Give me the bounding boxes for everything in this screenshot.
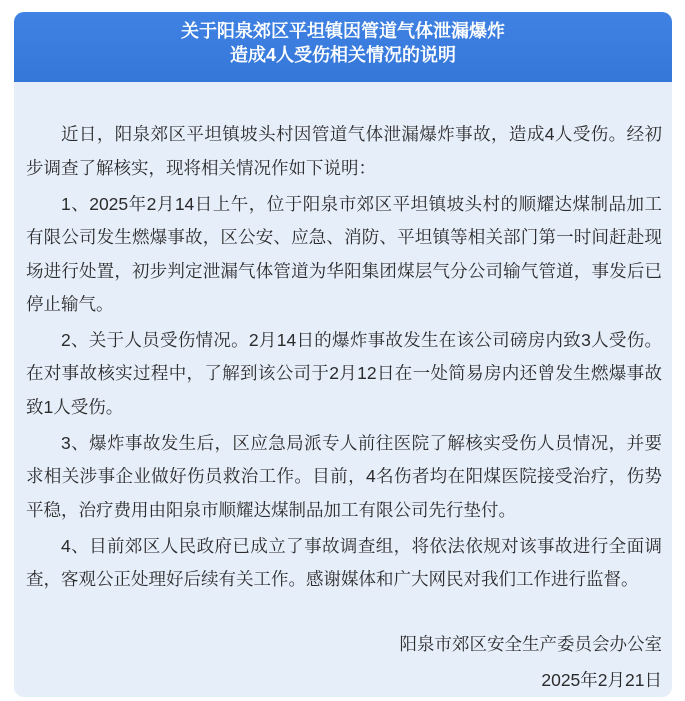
paragraph-line: 查，客观公正处理好后续有关工作。感谢媒体和广大网民对我们工作进行监督。 xyxy=(26,569,639,590)
paragraph-line: 有限公司发生燃爆事故，区公安、应急、消防、平坦镇等相关部门第一时间赶赴现 xyxy=(26,227,662,248)
paragraph-line: 求相关涉事企业做好伤员救治工作。目前，4名伤者均在阳煤医院接受治疗，伤势 xyxy=(26,466,662,487)
paragraph-4 xyxy=(26,427,662,527)
paragraph-line: 平稳，治疗费用由阳泉市顺耀达煤制品加工有限公司先行垫付。 xyxy=(26,499,516,520)
notice-header xyxy=(14,12,672,82)
paragraph-3 xyxy=(26,324,662,424)
notice-title-line-2: 造成4人受伤相关情况的说明 xyxy=(229,45,456,65)
paragraph-1 xyxy=(26,118,662,184)
issue-date: 2025年2月21日 xyxy=(541,670,662,691)
paragraph-line: 3、爆炸事故发生后，区应急局派专人前往医院了解核实受伤人员情况，并要 xyxy=(61,433,662,454)
paragraph-line: 致1人受伤。 xyxy=(26,396,124,417)
paragraph-5 xyxy=(26,530,662,596)
notice-body xyxy=(14,82,672,697)
paragraph-line: 近日，阳泉郊区平坦镇坡头村因管道气体泄漏爆炸事故，造成4人受伤。经初 xyxy=(61,124,662,145)
paragraph-2 xyxy=(26,188,662,321)
paragraph-line: 4、目前郊区人民政府已成立了事故调查组，将依法依规对该事故进行全面调 xyxy=(61,536,662,557)
paragraph-line: 步调查了解核实，现将相关情况作如下说明： xyxy=(26,157,376,178)
paragraph-line: 2、关于人员受伤情况。2月14日的爆炸事故发生在该公司磅房内致3人受伤。 xyxy=(61,330,662,351)
paragraph-line: 在对事故核实过程中，了解到该公司于2月12日在一处简易房内还曾发生燃爆事故 xyxy=(26,363,662,384)
paragraph-line: 停止输气。 xyxy=(26,293,114,314)
issuer-name: 阳泉市郊区安全生产委员会办公室 xyxy=(399,634,662,655)
paragraph-list xyxy=(26,118,662,596)
notice-card xyxy=(14,12,672,697)
signature-block xyxy=(26,628,662,697)
paragraph-line: 场进行处置，初步判定泄漏气体管道为华阳集团煤层气分公司输气管道，事发后已 xyxy=(26,260,662,281)
paragraph-line: 1、2025年2月14日上午，位于阳泉市郊区平坦镇坡头村的顺耀达煤制品加工 xyxy=(61,194,662,215)
notice-title-line-1: 关于阳泉郊区平坦镇因管道气体泄漏爆炸 xyxy=(181,21,505,41)
